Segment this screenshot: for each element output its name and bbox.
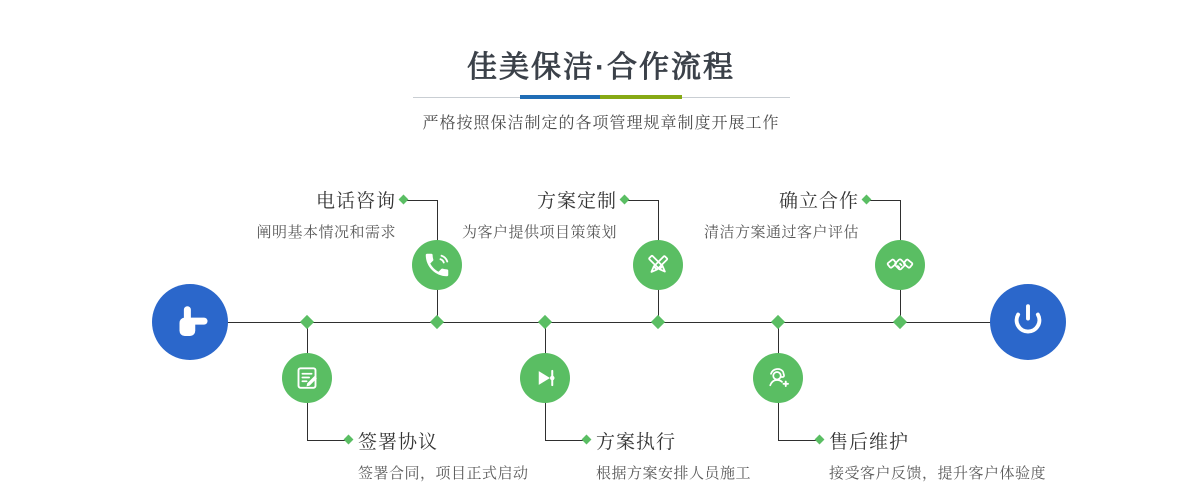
timeline-node-diamond [538,315,552,329]
step-node-cooperation [875,240,925,290]
timeline-node-diamond [430,315,444,329]
step-title: 签署协议 [358,432,439,453]
step-label-contract [358,427,618,483]
pointing-hand-icon [169,301,211,343]
step-title: 确立合作 [778,191,859,212]
step-title: 电话咨询 [315,191,396,212]
step-title: 方案定制 [536,191,617,212]
customer-service-icon [763,363,793,393]
timeline-node-diamond [300,315,314,329]
step-desc: 阐明基本情况和需求 [256,224,396,241]
label-diamond [344,435,354,445]
page-subtitle: 严格按照保洁制定的各项管理规章制度开展工作 [422,115,780,132]
label-diamond [862,195,872,205]
step-label-plan [401,186,617,242]
timeline-node-diamond [651,315,665,329]
phone-icon [422,250,452,280]
divider-green-segment [600,95,682,99]
step-label-cooperation [643,186,859,242]
step-node-plan [633,240,683,290]
power-icon [1007,301,1049,343]
step-node-contract [282,353,332,403]
handshake-icon [885,250,915,280]
divider-accent-bar [520,95,682,99]
execute-icon [530,363,560,393]
step-desc: 根据方案安排人员施工 [596,465,752,482]
step-desc: 为客户提供项目策策划 [461,224,617,241]
timeline-node-diamond [771,315,785,329]
contract-icon [292,363,322,393]
connector-line [307,440,345,441]
step-desc: 清洁方案通过客户评估 [703,224,859,241]
page-title: 佳美保洁·合作流程 [467,51,735,84]
step-label-phone [180,186,396,242]
label-diamond [620,195,630,205]
step-desc: 签署合同，项目正式启动 [358,465,529,482]
step-label-after-sales [829,427,1109,483]
step-node-phone [412,240,462,290]
divider-blue-segment [520,95,600,99]
step-node-execute [520,353,570,403]
end-node [990,284,1066,360]
timeline-node-diamond [893,315,907,329]
step-label-execute [596,427,856,483]
connector-line [869,200,900,201]
step-node-after-sales [753,353,803,403]
start-node [152,284,228,360]
pencils-icon [643,250,673,280]
step-desc: 接受客户反馈，提升客户体验度 [829,465,1047,482]
step-title: 售后维护 [829,432,910,453]
step-title: 方案执行 [596,432,677,453]
